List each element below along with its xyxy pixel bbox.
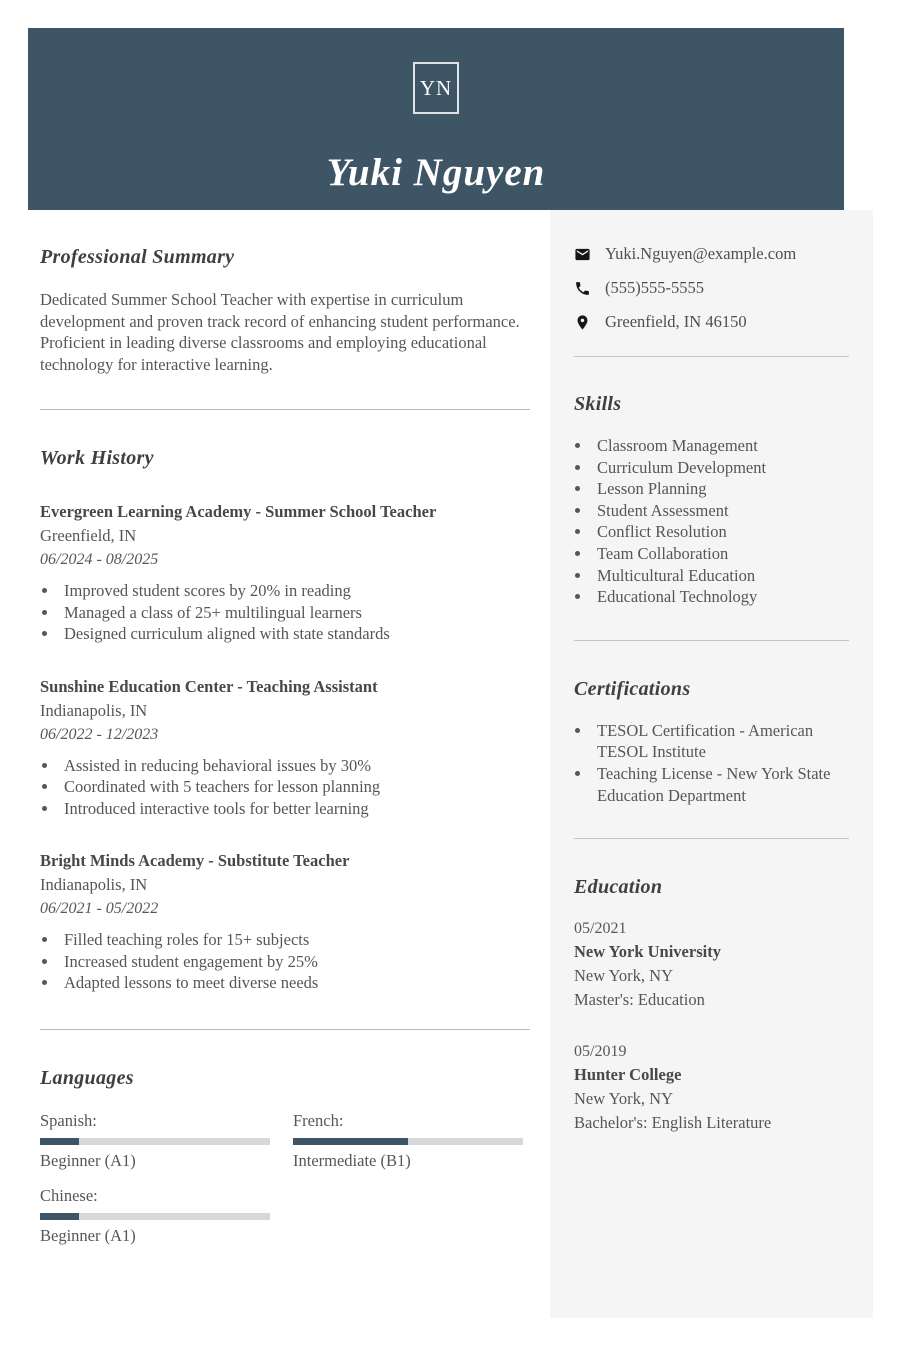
languages-heading: Languages — [40, 1066, 134, 1089]
monogram-initials: YN — [419, 75, 453, 100]
job-bullet: • Coordinated with 5 teachers for lesson planning — [59, 776, 530, 798]
contact-location: Greenfield, IN 46150 — [605, 312, 747, 331]
education-school: New York University — [574, 942, 721, 962]
certification-item: • TESOL Certification - American TESOL Institute — [592, 720, 849, 763]
education-location: New York, NY — [574, 966, 674, 986]
language-level: Beginner (A1) — [40, 1225, 136, 1245]
job-bullet-list — [40, 929, 530, 994]
education-date: 05/2019 — [574, 1043, 627, 1061]
monogram-badge — [413, 62, 459, 114]
summary-heading: Professional Summary — [40, 246, 235, 268]
skill-item: • Student Assessment — [592, 500, 849, 522]
contact-phone-row — [574, 278, 849, 298]
location-icon — [574, 314, 591, 331]
job-title: Bright Minds Academy - Substitute Teacher — [40, 851, 350, 870]
skill-item: • Classroom Management — [592, 435, 849, 457]
certifications-list — [574, 720, 849, 806]
skills-list — [574, 435, 849, 608]
job-bullet: • Filled teaching roles for 15+ subjects — [59, 929, 530, 951]
certification-item: • Teaching License - New York State Education Department — [592, 763, 849, 806]
skill-item: • Team Collaboration — [592, 543, 849, 565]
header-band — [28, 28, 844, 210]
right-sidebar — [550, 210, 873, 1318]
job-dates: 06/2024 - 08/2025 — [40, 551, 159, 568]
language-name: Spanish: — [40, 1110, 97, 1130]
job-entry — [40, 677, 530, 820]
education-entry — [574, 920, 849, 1010]
phone-icon — [574, 280, 591, 297]
education-degree: Bachelor's: English Literature — [574, 1113, 772, 1133]
language-progress-track — [40, 1213, 270, 1220]
skill-item: • Lesson Planning — [592, 478, 849, 500]
job-entry — [40, 851, 530, 994]
job-bullet: • Designed curriculum aligned with state standards — [59, 623, 530, 645]
job-entry — [40, 502, 530, 645]
job-dates: 06/2022 - 12/2023 — [40, 725, 159, 743]
job-bullet: • Managed a class of 25+ multilingual learners — [59, 602, 530, 624]
job-dates: 06/2021 - 05/2022 — [40, 900, 159, 917]
job-location: Indianapolis, IN — [40, 875, 148, 894]
language-item — [40, 1111, 270, 1171]
job-title: Evergreen Learning Academy - Summer School Teacher — [40, 502, 437, 521]
language-item — [40, 1186, 270, 1246]
education-date: 05/2021 — [574, 920, 627, 938]
language-progress-fill — [293, 1138, 408, 1145]
job-location: Greenfield, IN — [40, 526, 137, 545]
education-heading: Education — [574, 876, 663, 899]
mail-icon — [574, 246, 591, 263]
section-divider — [40, 1029, 530, 1030]
candidate-name: Yuki Nguyen — [326, 151, 546, 194]
certifications-heading: Certifications — [574, 677, 691, 700]
section-divider — [40, 409, 530, 410]
work-history-heading: Work History — [40, 447, 154, 469]
contact-email-row — [574, 244, 849, 264]
section-divider — [574, 838, 849, 839]
education-degree: Master's: Education — [574, 990, 705, 1010]
job-location: Indianapolis, IN — [40, 700, 148, 720]
job-bullet: • Adapted lessons to meet diverse needs — [59, 972, 530, 994]
language-name: Chinese: — [40, 1185, 98, 1205]
job-bullet: • Improved student scores by 20% in reading — [59, 580, 530, 602]
contact-phone: (555)555-5555 — [605, 278, 704, 297]
language-name: French: — [293, 1110, 344, 1130]
job-bullet: • Increased student engagement by 25% — [59, 951, 530, 973]
language-progress-track — [40, 1138, 270, 1145]
languages-grid — [40, 1111, 530, 1246]
language-progress-fill — [40, 1213, 79, 1220]
skills-heading: Skills — [574, 393, 622, 415]
summary-text: Dedicated Summer School Teacher with expertise in curriculum development and proven track record of enhancing student performance. Proficient in leading diverse classrooms and employing educational technology for interactive learning. — [40, 290, 520, 374]
language-level: Intermediate (B1) — [293, 1150, 411, 1170]
language-progress-fill — [40, 1138, 79, 1145]
job-bullet: • Introduced interactive tools for better learning — [59, 798, 530, 820]
contact-location-row — [574, 312, 849, 332]
section-divider — [574, 640, 849, 641]
skill-item: • Curriculum Development — [592, 457, 849, 479]
education-school: Hunter College — [574, 1065, 682, 1085]
education-location: New York, NY — [574, 1089, 674, 1109]
language-progress-track — [293, 1138, 523, 1145]
job-title: Sunshine Education Center - Teaching Assistant — [40, 676, 378, 696]
skill-item: • Multicultural Education — [592, 565, 849, 587]
section-divider — [574, 356, 849, 357]
job-bullet-list — [40, 755, 530, 820]
language-item — [293, 1111, 523, 1171]
skill-item: • Conflict Resolution — [592, 521, 849, 543]
job-bullet: • Assisted in reducing behavioral issues by 30% — [59, 755, 530, 777]
skill-item: • Educational Technology — [592, 586, 849, 608]
contact-email: Yuki.Nguyen@example.com — [605, 244, 797, 263]
left-column — [40, 210, 530, 1246]
education-entry — [574, 1043, 849, 1133]
job-bullet-list — [40, 580, 530, 645]
language-level: Beginner (A1) — [40, 1150, 136, 1170]
